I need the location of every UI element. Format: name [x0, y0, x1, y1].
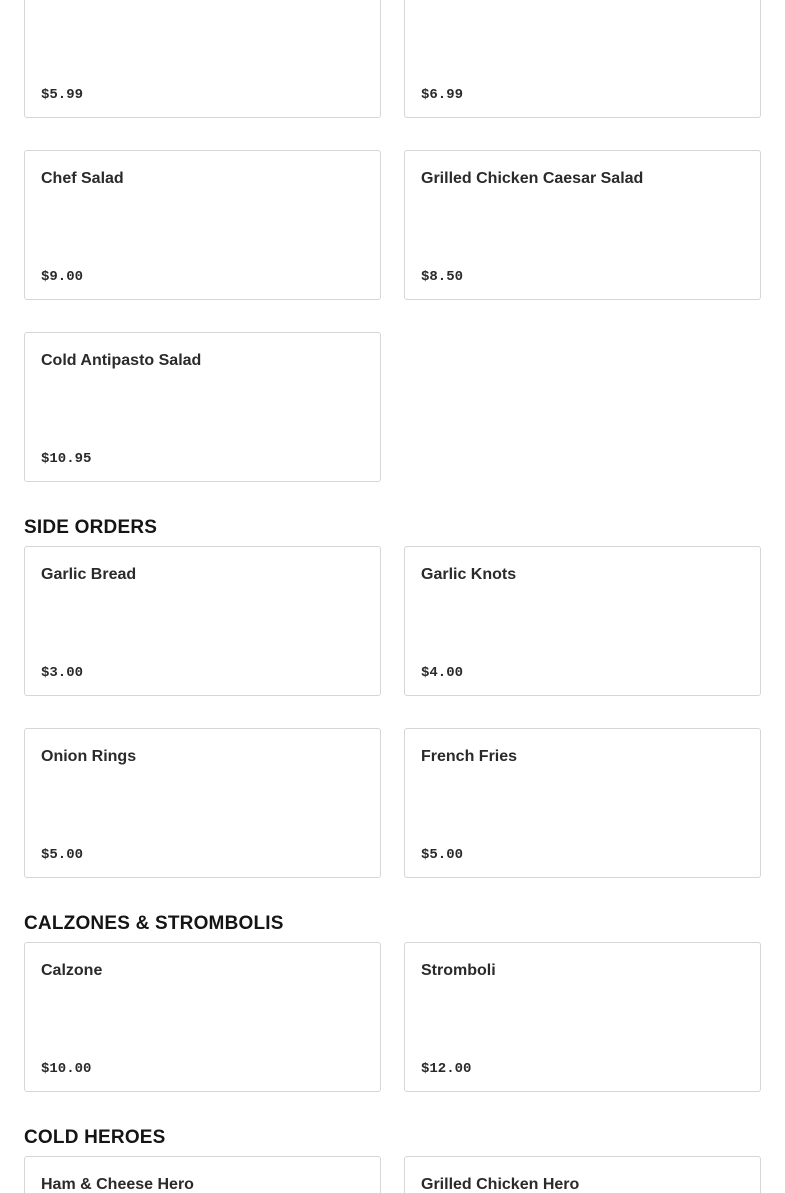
menu-item-price: $8.50 [421, 269, 464, 285]
menu-item-name: Cold Antipasto Salad [41, 352, 202, 369]
menu-item-name: French Fries [421, 748, 518, 765]
menu-item-card[interactable] [404, 546, 761, 696]
menu-item-card[interactable] [24, 728, 381, 878]
menu-item-card[interactable] [404, 150, 761, 300]
section-title: CALZONES & STROMBOLIS [24, 913, 284, 934]
menu-item-price: $10.00 [41, 1061, 92, 1077]
section-title: SIDE ORDERS [24, 517, 158, 538]
menu-item-card[interactable] [24, 1156, 381, 1193]
menu-item-name: Calzone [41, 962, 103, 979]
menu-items-grid [24, 1156, 761, 1193]
menu-items-grid [24, 546, 761, 878]
menu-item-price: $4.00 [421, 665, 464, 681]
menu-item-name: Grilled Chicken Hero [421, 1176, 580, 1193]
menu-item-name: Ham & Cheese Hero [41, 1176, 194, 1193]
menu-item-card[interactable] [24, 0, 381, 118]
menu-section-side-orders [24, 514, 761, 878]
menu-item-price: $6.99 [421, 87, 464, 103]
menu-item-price: $5.00 [41, 847, 84, 863]
menu-item-price: $5.99 [41, 87, 84, 103]
section-title: COLD HEROES [24, 1127, 166, 1148]
menu-item-name: Onion Rings [41, 748, 137, 765]
menu-item-price: $10.95 [41, 451, 92, 467]
menu-section-calzones [24, 910, 761, 1092]
menu-item-card[interactable] [24, 150, 381, 300]
menu-item-name: Stromboli [421, 962, 496, 979]
menu-item-price: $12.00 [421, 1061, 472, 1077]
menu-item-card[interactable] [404, 1156, 761, 1193]
menu-item-name: Garlic Knots [421, 566, 517, 583]
menu-item-price: $9.00 [41, 269, 84, 285]
menu-item-card[interactable] [24, 942, 381, 1092]
menu-item-price: $3.00 [41, 665, 84, 681]
menu-item-price: $5.00 [421, 847, 464, 863]
menu-section-salads [24, 0, 761, 482]
menu-items-grid [24, 0, 761, 482]
menu-item-name: Chef Salad [41, 170, 124, 187]
menu-list [24, 0, 761, 1193]
menu-item-name: Grilled Chicken Caesar Salad [421, 170, 644, 187]
menu-item-card[interactable] [404, 0, 761, 118]
menu-item-name: Garlic Bread [41, 566, 137, 583]
menu-items-grid [24, 942, 761, 1092]
menu-item-card[interactable] [24, 546, 381, 696]
menu-item-card[interactable] [24, 332, 381, 482]
menu-item-card[interactable] [404, 728, 761, 878]
menu-item-card[interactable] [404, 942, 761, 1092]
menu-section-cold-heroes [24, 1124, 761, 1193]
